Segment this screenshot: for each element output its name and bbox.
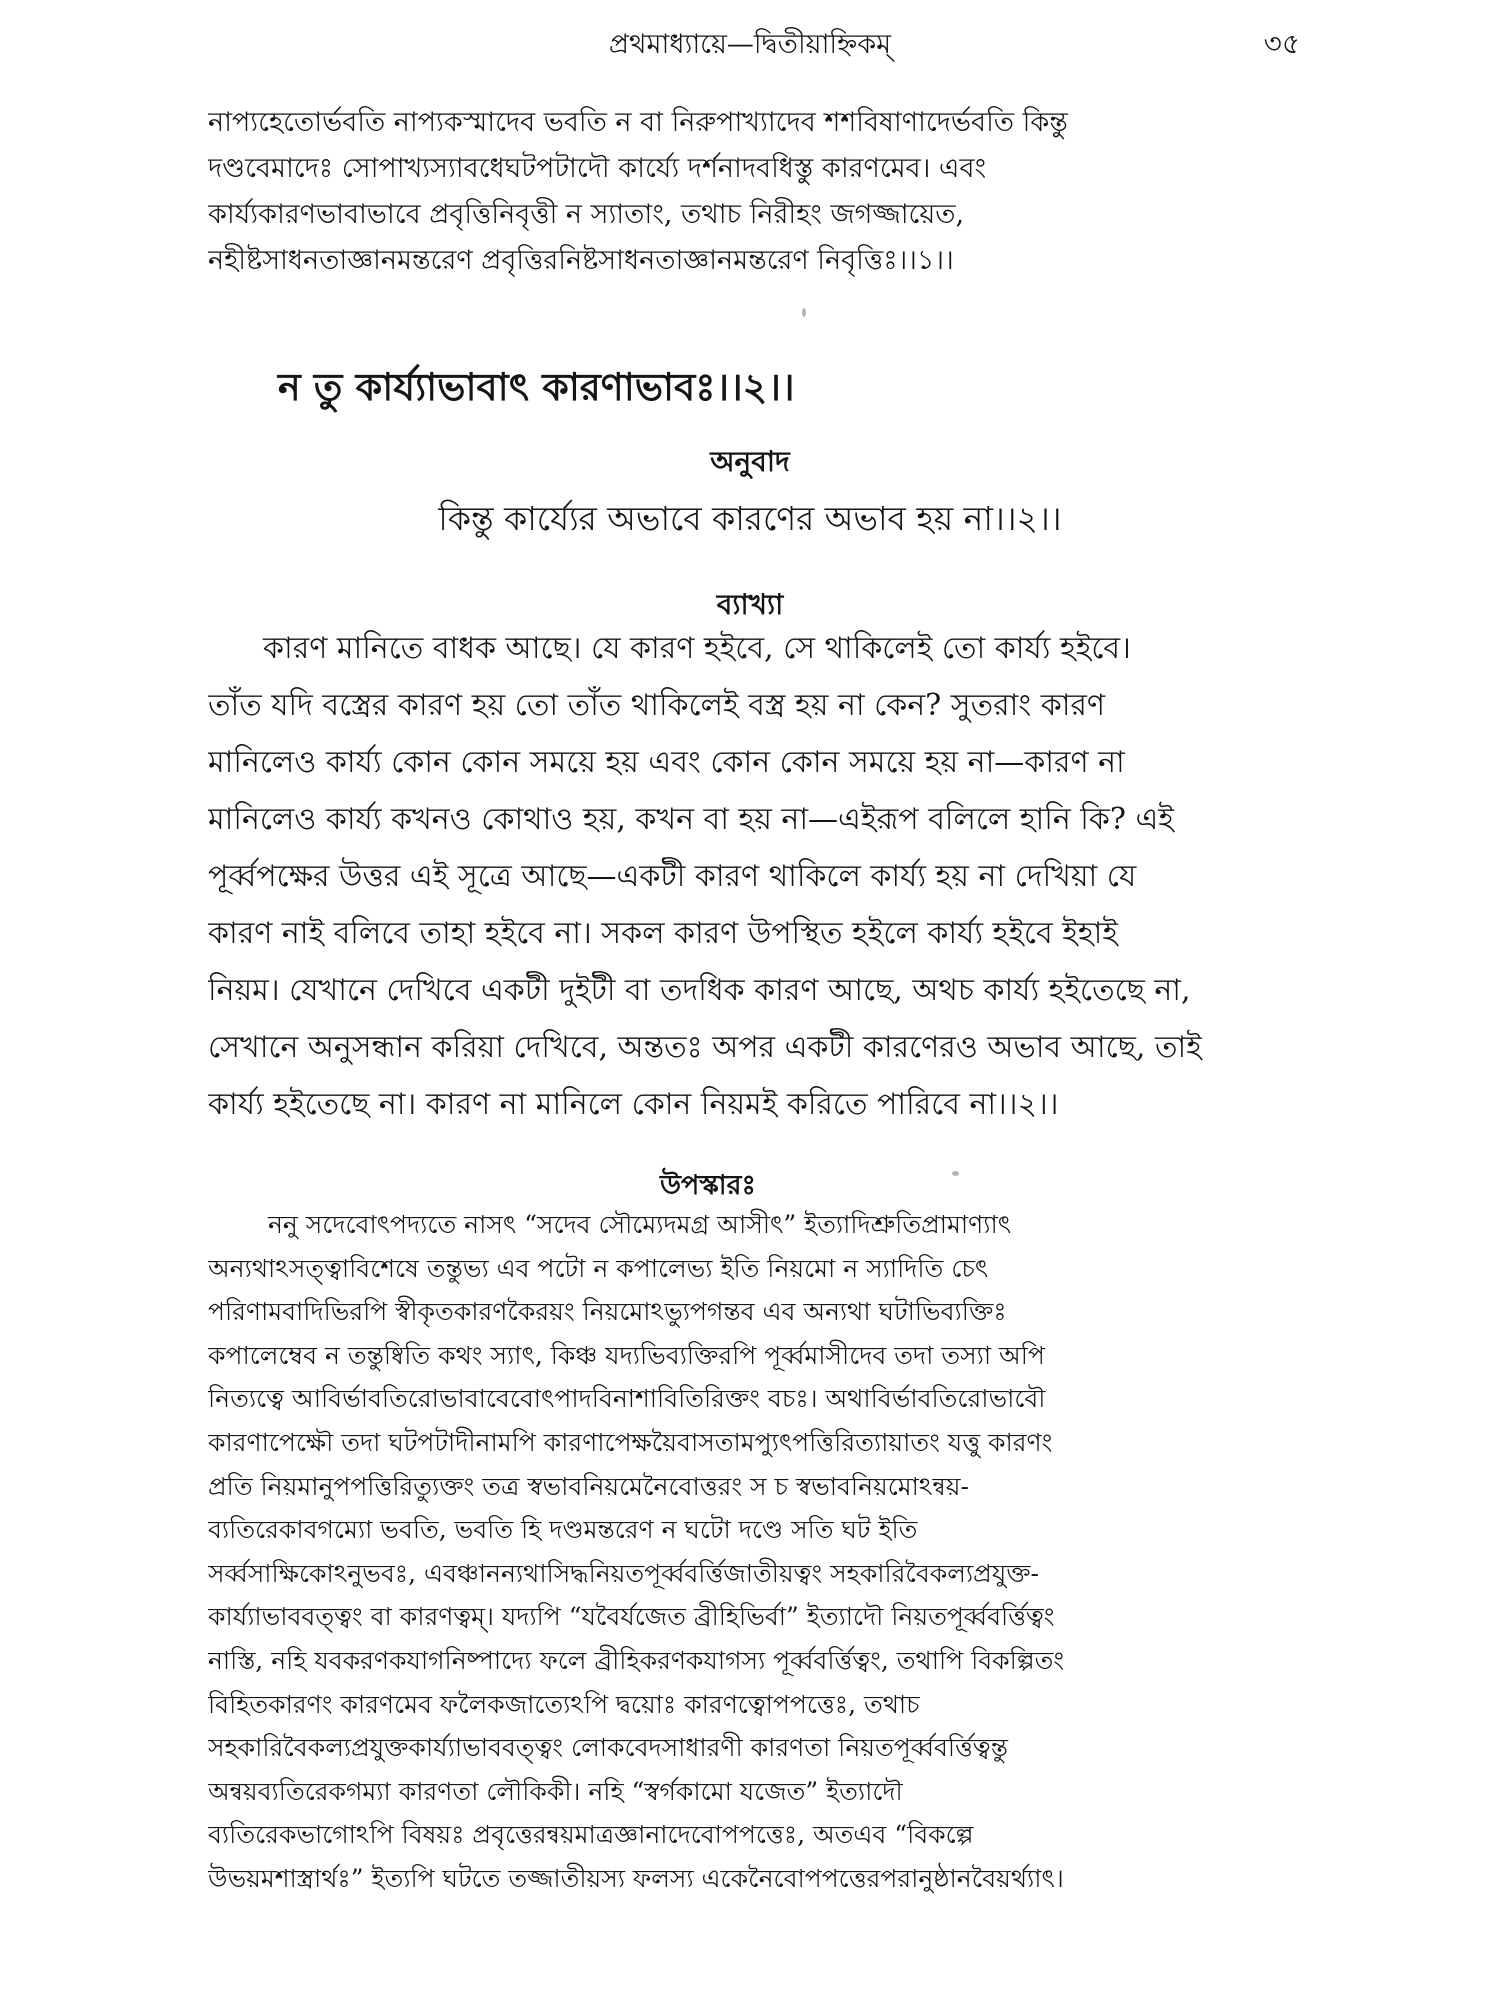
print-speck bbox=[802, 308, 806, 317]
running-title: প্রথমাধ্যায়ে—দ্বিতীয়াহ্নিকম্ bbox=[608, 29, 892, 60]
text-line: মানিলেও কার্য্য কোন কোন সময়ে হয় এবং কোন কোন সময়ে হয় না—কারণ না bbox=[208, 745, 1125, 780]
translation-heading: অনুবাদ bbox=[710, 445, 790, 478]
print-speck bbox=[952, 1171, 959, 1176]
text-line: ব্যতিরেকভাগোঽপি বিষয়ঃ প্রবৃত্তেরন্বয়মাত্রজ্ঞানাদেবোপপত্তেঃ, অতএব “বিকল্পে bbox=[208, 1820, 974, 1850]
text-line: পূর্ব্বপক্ষের উত্তর এই সূত্রে আছে—একটী কারণ থাকিলে কার্য্য হয় না দেখিয়া যে bbox=[208, 859, 1137, 894]
text-line: কারণ নাই বলিবে তাহা হইবে না। সকল কারণ উপস্থিত হইলে কার্য্য হইবে ইহাই bbox=[208, 916, 1118, 951]
explanation-paragraph bbox=[208, 620, 1303, 1133]
text-line: নাস্তি, নহি যবকরণকযাগনিষ্পাদ্যে ফলে ব্রীহিকরণকযাগস্য পূর্ব্ববর্ত্তিত্বং, তথাপি বিকল্পিতং bbox=[208, 1645, 1065, 1675]
text-line: নিয়ম। যেখানে দেখিবে একটী দুইটী বা তদধিক কারণ আছে, অথচ কার্য্য হইতেছে না, bbox=[208, 973, 1191, 1008]
text-line: মানিলেও কার্য্য কখনও কোথাও হয়, কখন বা হয় না—এইরূপ বলিলে হানি কি? এই bbox=[208, 802, 1174, 837]
text-line: সেখানে অনুসন্ধান করিয়া দেখিবে, অন্ততঃ অপর একটী কারণেরও অভাব আছে, তাই bbox=[208, 1030, 1202, 1065]
commentary-paragraph bbox=[208, 1203, 1303, 1901]
text-line: দণ্ডবেমাদেঃ সোপাখ্যস্যাবধেঘটপটাদৌ কার্য্যে দর্শনাদবধিস্তু কারণমেব। এবং bbox=[208, 153, 987, 184]
text-line: কার্য্য হইতেছে না। কারণ না মানিলে কোন নিয়মই করিতে পারিবে না।।২।। bbox=[208, 1087, 1059, 1122]
text-line: উভয়মশাস্ত্রার্থঃ” ইত্যপি ঘটতে তজ্জাতীয়স্য ফলস্য একেনৈবোপপত্তেরপরানুষ্ঠানবৈয়র্থ্যাৎ। bbox=[208, 1863, 1064, 1893]
text-line: কার্য্যকারণভাবাভাবে প্রবৃত্তিনিবৃত্তী ন স্যাতাং, তথাচ নিরীহং জগজ্জায়েত, bbox=[208, 199, 965, 230]
text-line: সহকারিবৈকল্যপ্রযুক্তকার্য্যাভাববত্ত্বং লোকবেদসাধারণী কারণতা নিয়তপূর্ব্ববর্ত্তিত্বন্তু bbox=[208, 1733, 1008, 1763]
text-line: নহীষ্টসাধনতাজ্ঞানমন্তরেণ প্রবৃত্তিরনিষ্টসাধনতাজ্ঞানমন্তরেণ নিবৃত্তিঃ।।১।। bbox=[208, 245, 954, 276]
text-line: বিহিতকারণং কারণমেব ফলৈকজাত্যেঽপি দ্বয়োঃ কারণত্বোপপত্তেঃ, তথাচ bbox=[208, 1689, 920, 1719]
commentary-heading: উপস্কারঃ bbox=[660, 1170, 756, 1201]
text-line: কারণাপেক্ষৌ তদা ঘটপটাদীনামপি কারণাপেক্ষয়ৈবাসতামপ্যুৎপত্তিরিত্যায়াতং যত্তু কারণং bbox=[208, 1427, 1053, 1457]
text-line: ননু সদেবোৎপদ্যতে নাসৎ “সদেব সৌম্যেদমগ্র আসীৎ” ইত্যাদিশ্রুতিপ্রামাণ্যাৎ bbox=[268, 1210, 1012, 1239]
text-line: অন্বয়ব্যতিরেকগম্যা কারণতা লৌকিকী। নহি “স্বর্গকামো যজেত” ইত্যাদৌ bbox=[208, 1776, 903, 1806]
sutra-verse: ন তু কার্য্যাভাবাৎ কারণাভাবঃ।।২।। bbox=[278, 364, 795, 409]
text-line: কার্য্যাভাববত্ত্বং বা কারণত্বম্। যদ্যপি “যবৈর্যজেত ব্রীহিভির্বা” ইত্যাদৌ নিয়তপূর্ব্ববর্ত্তিত্বং bbox=[208, 1602, 1055, 1632]
text-line: কারণ মানিতে বাধক আছে। যে কারণ হইবে, সে থাকিলেই তো কার্য্য হইবে। bbox=[263, 631, 1131, 666]
text-line: ব্যতিরেকাবগম্যো ভবতি, ভবতি হি দণ্ডমন্তরেণ ন ঘটো দণ্ডে সতি ঘট ইতি bbox=[208, 1515, 918, 1545]
text-line: নাপ্যহেতোর্ভবতি নাপ্যকস্মাদেব ভবতি ন বা নিরুপাখ্যাদেব শশবিষাণাদের্ভবতি কিন্তু bbox=[208, 107, 1068, 138]
text-line: অন্যথাঽসত্ত্বাবিশেষে তন্তুভ্য এব পটো ন কপালেভ্য ইতি নিয়মো ন স্যাদিতি চেৎ bbox=[208, 1253, 989, 1283]
text-line: নিত্যত্বে আবির্ভাবতিরোভাবাবেবোৎপাদবিনাশাবিতিরিক্তং বচঃ। অথাবির্ভাবতিরোভাবৌ bbox=[208, 1384, 1046, 1414]
text-line: সর্ব্বসাক্ষিকোঽনুভবঃ, এবঞ্চানন্যথাসিদ্ধনিয়তপূর্ব্ববর্ত্তিজাতীয়ত্বং সহকারিবৈকল্যপ্রযুক্ত- bbox=[208, 1558, 1039, 1588]
text-line: কপালেম্বেব ন তন্তুষ্বিতি কথং স্যাৎ, কিঞ্চ যদ্যভিব্যক্তিরপি পূর্ব্বমাসীদেব তদা তস্যা অপি bbox=[208, 1340, 1045, 1370]
translation-text: কিন্তু কার্য্যের অভাবে কারণের অভাব হয় না।।২।। bbox=[438, 499, 1062, 538]
explanation-heading: ব্যাখ্যা bbox=[716, 588, 784, 621]
text-line: প্রতি নিয়মানুপপত্তিরিত্যুক্তং তত্র স্বভাবনিয়মেনৈবোত্তরং স চ স্বভাবনিয়মোঽন্বয়- bbox=[208, 1471, 969, 1501]
intro-paragraph bbox=[208, 100, 1303, 284]
text-line: তাঁত যদি বস্ত্রের কারণ হয় তো তাঁত থাকিলেই বস্ত্র হয় না কেন? সুতরাং কারণ bbox=[208, 688, 1106, 723]
text-line: পরিণামবাদিভিরপি স্বীকৃতকারণকৈরয়ং নিয়মোঽভ্যুপগন্তব এব অন্যথা ঘটাভিব্যক্তিঃ bbox=[208, 1297, 1007, 1327]
page-number: ৩৫ bbox=[1263, 27, 1300, 60]
